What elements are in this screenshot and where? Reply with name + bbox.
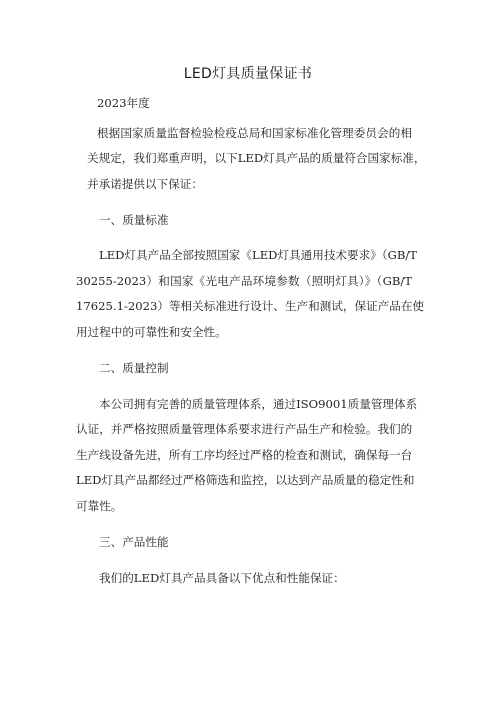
section-heading-quality-standard: 一、质量标准: [99, 213, 169, 227]
section-heading-product-performance: 三、产品性能: [99, 535, 169, 549]
section-line: 我们的LED灯具产品具备以下优点和性能保证：: [99, 571, 345, 585]
section-line: LED灯具产品全部按照国家《LED灯具通用技术要求》（GB/T: [99, 248, 418, 262]
intro-line: 根据国家质量监督检验检疫总局和国家标准化管理委员会的相: [97, 126, 412, 140]
section-line: 可靠性。: [76, 499, 123, 513]
intro-line: 并承诺提供以下保证：: [87, 177, 203, 191]
intro-line: 关规定，我们郑重声明，以下LED灯具产品的质量符合国家标准，: [87, 151, 426, 165]
section-line: 30255-2023）和国家《光电产品环境参数（照明灯具）》（GB/T: [76, 274, 412, 288]
section-heading-quality-control: 二、质量控制: [99, 361, 169, 375]
section-line: 17625.1-2023）等相关标准进行设计、生产和测试，保证产品在使: [76, 299, 425, 313]
section-line: 本公司拥有完善的质量管理体系，通过ISO9001质量管理体系: [99, 397, 418, 411]
section-line: 认证，并严格按照质量管理体系要求进行产品生产和检验。我们的: [76, 422, 413, 436]
section-line: 用过程中的可靠性和安全性。: [76, 325, 227, 339]
section-line: LED灯具产品都经过严格筛选和监控，以达到产品质量的稳定性和: [76, 473, 415, 487]
document-title: LED灯具质量保证书: [183, 66, 313, 82]
section-line: 生产线设备先进，所有工序均经过严格的检查和测试，确保每一台: [76, 448, 413, 462]
year-label: 2023年度: [97, 96, 150, 110]
document-body: [76, 0, 426, 702]
